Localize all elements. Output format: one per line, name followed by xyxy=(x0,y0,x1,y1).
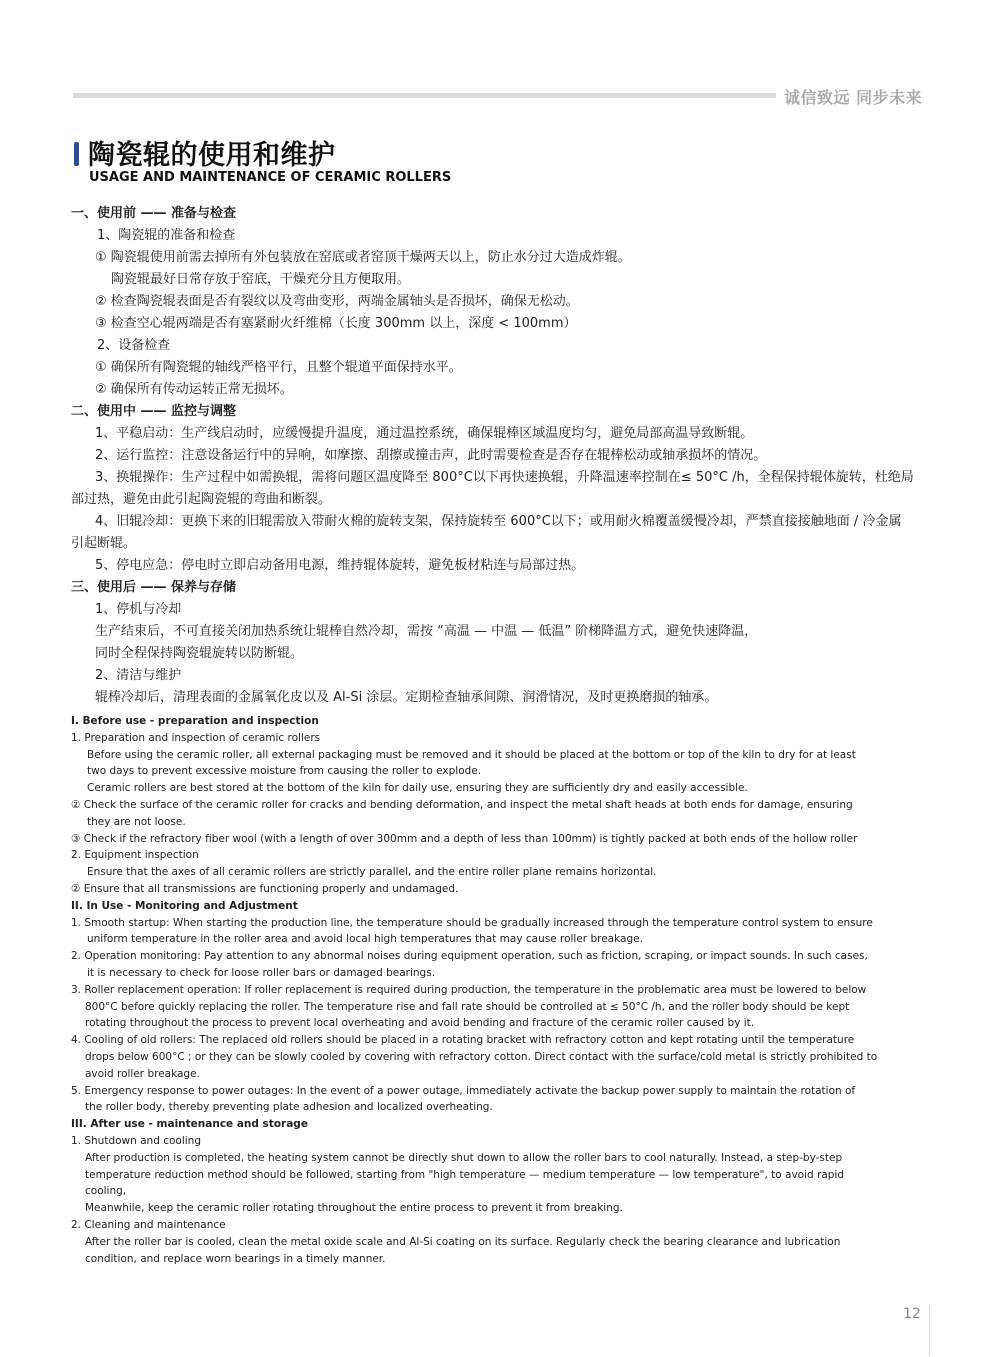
chinese-content xyxy=(71,203,939,709)
en-text-line: After production is completed, the heating system cannot be directly shut down to allow the roller bars to cool naturally. Instead, a step-by-step xyxy=(85,1151,843,1164)
en-section-heading: III. After use - maintenance and storage xyxy=(71,1118,308,1131)
en-text-line: uniform temperature in the roller area and avoid local high temperatures that may cause roller breakage. xyxy=(87,933,643,946)
en-text-line: ② Check the surface of the ceramic roller for cracks and bending deformation, and inspect the metal shaft heads at both ends for damage, ensuring xyxy=(71,798,853,811)
footer-divider xyxy=(929,1306,930,1356)
en-text-line: two days to prevent excessive moisture from causing the roller to explode. xyxy=(87,765,482,778)
en-text-line: they are not loose. xyxy=(87,815,186,828)
en-text-line: 800°C before quickly replacing the roller. The temperature rise and fall rate should be controlled at ≤ 50°C /h, and the roller body should be kept xyxy=(85,1000,850,1013)
en-text-line: temperature reduction method should be followed, starting from "high temperature — medium temperature — low temperature", to avoid rapid xyxy=(85,1168,845,1181)
en-text-line: 2. Cleaning and maintenance xyxy=(71,1218,226,1231)
en-text-line: Before using the ceramic roller, all external packaging must be removed and it should be placed at the bottom or top of the kiln to dry for at least xyxy=(87,748,856,761)
zh-section-heading: 三、使用后 —— 保养与存储 xyxy=(71,580,237,595)
en-text-line: 4. Cooling of old rollers: The replaced old rollers should be placed in a rotating bracket with refractory cotton and kept rotating until the temperature xyxy=(71,1034,855,1047)
en-text-line: rotating throughout the process to prevent local overheating and avoid bending and fracture of the ceramic roller caused by it. xyxy=(85,1017,755,1030)
en-text-line: the roller body, thereby preventing plate adhesion and localized overheating. xyxy=(85,1101,493,1114)
zh-text-line: 同时全程保持陶瓷辊旋转以防断辊。 xyxy=(95,646,304,661)
zh-text-line: ① 确保所有陶瓷辊的轴线严格平行，且整个辊道平面保持水平。 xyxy=(95,360,462,375)
zh-text-line: 2、清洁与维护 xyxy=(95,668,182,683)
en-text-line: condition, and replace worn bearings in a timely manner. xyxy=(85,1252,386,1265)
header-slogan: 诚信致远 同步未来 xyxy=(784,88,923,107)
zh-text-line: 1、停机与冷却 xyxy=(95,602,182,617)
header-divider-bar xyxy=(73,93,776,98)
zh-text-line: 2、设备检查 xyxy=(97,338,171,353)
zh-text-line: 1、陶瓷辊的准备和检查 xyxy=(97,228,236,243)
zh-text-line: 2、运行监控：注意设备运行中的异响，如摩擦、刮擦或撞击声，此时需要检查是否存在辊棒松动或轴承损坏的情况。 xyxy=(95,448,767,463)
en-section-heading: I. Before use - preparation and inspection xyxy=(71,715,319,727)
en-text-line: Meanwhile, keep the ceramic roller rotating throughout the entire process to prevent it from breaking. xyxy=(85,1202,623,1215)
title-accent-bar xyxy=(74,142,79,166)
en-text-line: Ceramic rollers are best stored at the bottom of the kiln for daily use, ensuring they are sufficiently dry and easily accessible. xyxy=(87,782,748,795)
en-text-line: 1. Smooth startup: When starting the production line, the temperature should be gradually increased through the temperature control system to ensure xyxy=(71,916,873,929)
en-text-line: 2. Operation monitoring: Pay attention to any abnormal noises during equipment operation, such as friction, scraping, or impact sounds. In such cases, xyxy=(71,950,868,963)
zh-section-heading: 二、使用中 —— 监控与调整 xyxy=(71,404,237,419)
zh-text-line: 3、换辊操作：生产过程中如需换辊，需将问题区温度降至 800°C以下再快速换辊，升降温速率控制在≤ 50°C /h，全程保持辊体旋转，杜绝局 xyxy=(95,470,914,485)
en-text-line: 3. Roller replacement operation: If roller replacement is required during production, the temperature in the problematic area must be lowered to below xyxy=(71,983,867,996)
zh-text-line: 1、平稳启动：生产线启动时，应缓慢提升温度，通过温控系统，确保辊棒区域温度均匀，避免局部高温导致断辊。 xyxy=(95,426,754,441)
en-text-line: avoid roller breakage. xyxy=(85,1067,200,1080)
zh-text-line: 辊棒冷却后，清理表面的金属氧化皮以及 Al-Si 涂层。定期检查轴承间隙、润滑情况，及时更换磨损的轴承。 xyxy=(95,690,718,705)
zh-text-line: 4、旧辊冷却：更换下来的旧辊需放入带耐火棉的旋转支架，保持旋转至 600°C以下；或用耐火棉覆盖缓慢冷却，严禁直接接触地面 / 冷金属 xyxy=(95,514,902,529)
en-section-heading: II. In Use - Monitoring and Adjustment xyxy=(71,899,298,912)
zh-text-line: 引起断辊。 xyxy=(71,536,137,551)
page-title-chinese: 陶瓷辊的使用和维护 xyxy=(88,140,336,171)
page-title-english: USAGE AND MAINTENANCE OF CERAMIC ROLLERS xyxy=(89,170,452,185)
en-text-line: Ensure that the axes of all ceramic rollers are strictly parallel, and the entire roller plane remains horizontal. xyxy=(87,866,657,879)
page-number: 12 xyxy=(903,1306,921,1322)
zh-text-line: ② 确保所有传动运转正常无损坏。 xyxy=(95,382,293,397)
en-text-line: 1. Preparation and inspection of ceramic rollers xyxy=(71,731,321,744)
en-text-line: 2. Equipment inspection xyxy=(71,849,199,862)
zh-text-line: ① 陶瓷辊使用前需去掉所有外包装放在窑底或者窑顶干燥两天以上，防止水分过大造成炸辊。 xyxy=(95,250,631,265)
en-text-line: drops below 600°C ; or they can be slowly cooled by covering with refractory cotton. Direct contact with the surface/cold metal is strictly prohibited to xyxy=(85,1050,878,1063)
en-text-line: cooling, xyxy=(85,1185,127,1198)
zh-text-line: ② 检查陶瓷辊表面是否有裂纹以及弯曲变形，两端金属轴头是否损坏，确保无松动。 xyxy=(95,294,579,309)
en-text-line: 5. Emergency response to power outages: In the event of a power outage, immediately activate the backup power supply to maintain the rotation of xyxy=(71,1084,856,1097)
en-text-line: After the roller bar is cooled, clean the metal oxide scale and Al-Si coating on its surface. Regularly check the bearing clearance and lubrication xyxy=(85,1235,841,1248)
zh-text-line: 陶瓷辊最好日常存放于窑底，干燥充分且方便取用。 xyxy=(111,272,411,287)
zh-section-heading: 一、使用前 —— 准备与检查 xyxy=(71,206,237,221)
english-content xyxy=(71,713,878,1267)
zh-text-line: ③ 检查空心辊两端是否有塞紧耐火纤维棉（长度 300mm 以上，深度 < 100mm） xyxy=(95,316,577,331)
en-text-line: ③ Check if the refractory fiber wool (with a length of over 300mm and a depth of less than 100mm) is tightly packed at both ends of the hollow roller xyxy=(71,832,858,845)
en-text-line: it is necessary to check for loose roller bars or damaged bearings. xyxy=(87,966,436,979)
zh-text-line: 生产结束后，不可直接关闭加热系统让辊棒自然冷却，需按 “高温 — 中温 — 低温” 阶梯降温方式，避免快速降温， xyxy=(95,624,758,639)
zh-text-line: 5、停电应急：停电时立即启动备用电源，维持辊体旋转，避免板材粘连与局部过热。 xyxy=(95,558,585,573)
en-text-line: ② Ensure that all transmissions are functioning properly and undamaged. xyxy=(71,882,459,895)
en-text-line: 1. Shutdown and cooling xyxy=(71,1134,201,1147)
zh-text-line: 部过热，避免由此引起陶瓷辊的弯曲和断裂。 xyxy=(71,492,332,507)
